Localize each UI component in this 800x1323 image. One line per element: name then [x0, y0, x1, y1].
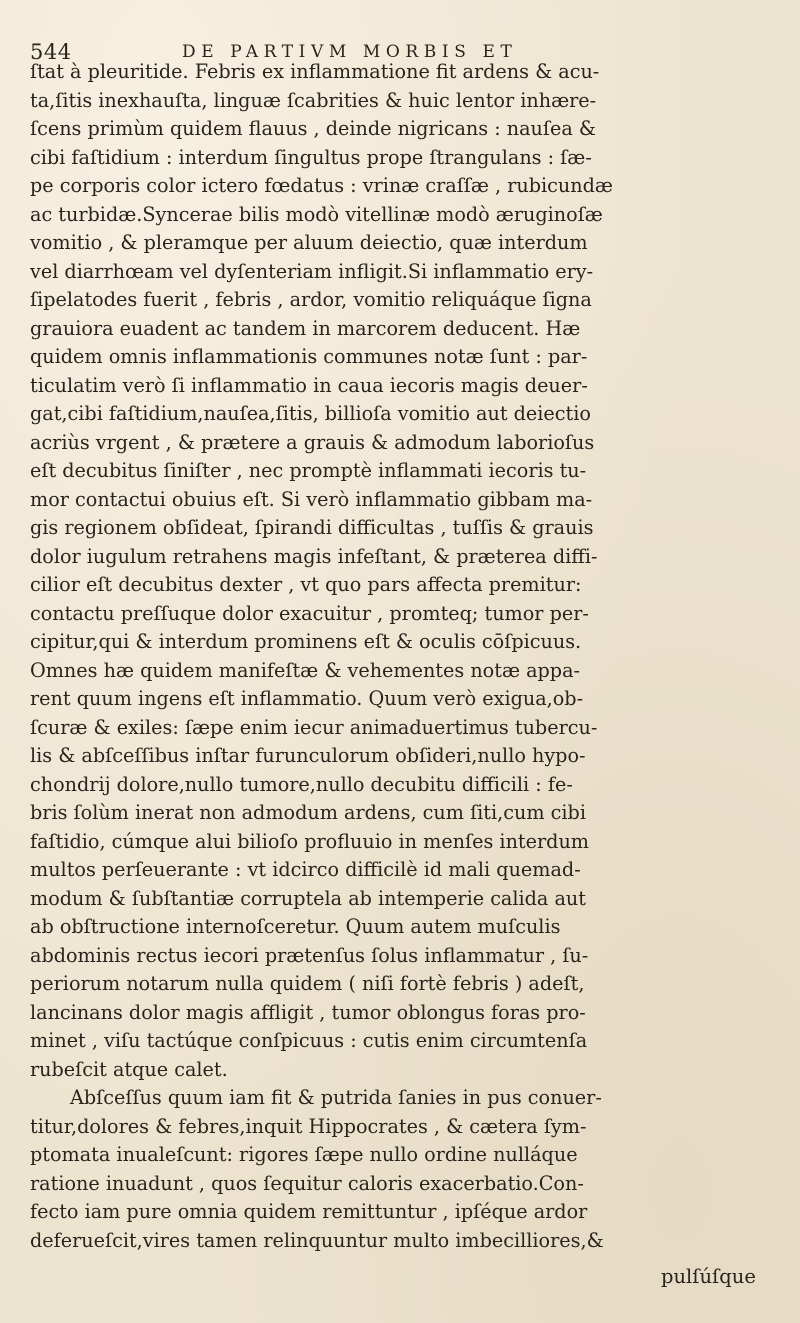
- text-line: ticulatim verò ſi inflammatio in caua iecoris magis deuer-: [30, 373, 588, 397]
- text-line: pe corporis color ictero fœdatus : vrinæ craſſæ , rubicundæ: [30, 174, 613, 197]
- text-line: cibi faſtidium : interdum ſingultus prope ſtrangulans : ſæ-: [30, 145, 592, 169]
- text-line: ratione inuadunt , quos ſequitur caloris exacerbatio.Con-: [30, 1171, 584, 1195]
- text-line: eſt decubitus ſiniſter , nec promptè inflammati iecoris tu-: [30, 459, 587, 482]
- text-line: lis & abſceſſibus inſtar furunculorum obſideri,nullo hypo-: [30, 744, 586, 767]
- text-line: periorum notarum nulla quidem ( niſi fortè febris ) adeſt,: [30, 972, 585, 995]
- text-line: mor contactui obuius eſt. Si verò inflammatio gibbam ma-: [30, 487, 593, 511]
- text-line: ta,ſitis inexhauſta, linguæ ſcabrities & huic lentor inhære-: [30, 88, 597, 112]
- text-line: cilior eſt decubitus dexter , vt quo pars affecta premitur:: [30, 573, 582, 596]
- text-line: vel diarrhœam vel dyſenteriam infligit.Si inflammatio ery-: [30, 259, 594, 283]
- page-number: 544: [30, 40, 72, 64]
- text-line: ſtat à pleuritide. Febris ex inflammatione fit ardens & acu-: [30, 60, 600, 83]
- text-line: abdominis rectus iecori prætenſus ſolus inflammatur , ſu-: [30, 943, 589, 967]
- text-line: minet , viſu tactúque conſpicuus : cutis enim circumtenſa: [30, 1029, 588, 1052]
- text-line: ſcens primùm quidem flauus , deinde nigricans : nauſea &: [30, 117, 596, 140]
- text-line: multos perſeuerante : vt idcirco difficilè id mali quemad-: [30, 858, 581, 881]
- text-line: bris ſolùm inerat non admodum ardens, cum ſiti,cum cibi: [30, 801, 586, 824]
- text-line: ab obſtructione internoſceretur. Quum autem muſculis: [30, 915, 561, 938]
- text-line: faſtidio, cúmque alui bilioſo profluuio in menſes interdum: [30, 829, 589, 853]
- text-line: quidem omnis inflammationis communes notæ ſunt : par-: [30, 345, 588, 368]
- running-head: DE PARTIVM MORBIS ET: [182, 42, 518, 62]
- text-line: fecto iam pure omnia quidem remittuntur , ipſéque ardor: [30, 1200, 588, 1223]
- text-line: modum & ſubſtantiæ corruptela ab intemperie calida aut: [30, 886, 586, 910]
- text-line: chondrij dolore,nullo tumore,nullo decubitu difficili : fe-: [30, 772, 573, 796]
- body-text: [30, 58, 790, 1255]
- text-line: rent quum ingens eſt inflammatio. Quum verò exigua,ob-: [30, 687, 584, 710]
- text-line: lancinans dolor magis affligit , tumor oblongus foras pro-: [30, 1000, 586, 1024]
- text-line: contactu preſſuque dolor exacuitur , promteq; tumor per-: [30, 601, 589, 625]
- text-line: ptomata inualeſcunt: rigores ſæpe nullo ordine nulláque: [30, 1143, 578, 1166]
- text-line: Omnes hæ quidem manifeſtæ & vehementes notæ appa-: [30, 658, 581, 682]
- text-line: gis regionem obſideat, ſpirandi difficultas , tuſſis & grauis: [30, 516, 594, 539]
- text-line: cipitur,qui & interdum prominens eſt & oculis cōſpicuus.: [30, 630, 582, 653]
- text-line: deferueſcit,vires tamen relinquuntur multo imbecilliores,&: [30, 1228, 604, 1252]
- text-line: gat,cibi faſtidium,nauſea,ſitis, billioſa vomitio aut deiectio: [30, 402, 591, 425]
- text-line: vomitio , & pleramque per aluum deiectio, quæ interdum: [30, 231, 588, 254]
- text-line: ſipelatodes fuerit , febris , ardor, vomitio reliquáque ſigna: [30, 288, 592, 311]
- catchword: pulſúſque: [661, 1265, 756, 1288]
- text-line: titur,dolores & febres,inquit Hippocrates , & cætera ſym-: [30, 1114, 587, 1138]
- text-line: grauiora euadent ac tandem in marcorem deducent. Hæ: [30, 316, 581, 340]
- text-line: acriùs vrgent , & prætere a grauis & admodum laborioſus: [30, 430, 595, 454]
- text-line: ac turbidæ.Syncerae bilis modò vitellinæ modò æruginoſæ: [30, 202, 603, 226]
- text-line: ſcuræ & exiles: ſæpe enim iecur animaduertimus tubercu-: [30, 715, 598, 739]
- text-line: rubeſcit atque calet.: [30, 1057, 228, 1081]
- text-line: dolor iugulum retrahens magis infeſtant, & præterea diffi-: [30, 544, 598, 568]
- text-line: Abſceſſus quum iam fit & putrida ſanies in pus conuer-: [70, 1086, 602, 1109]
